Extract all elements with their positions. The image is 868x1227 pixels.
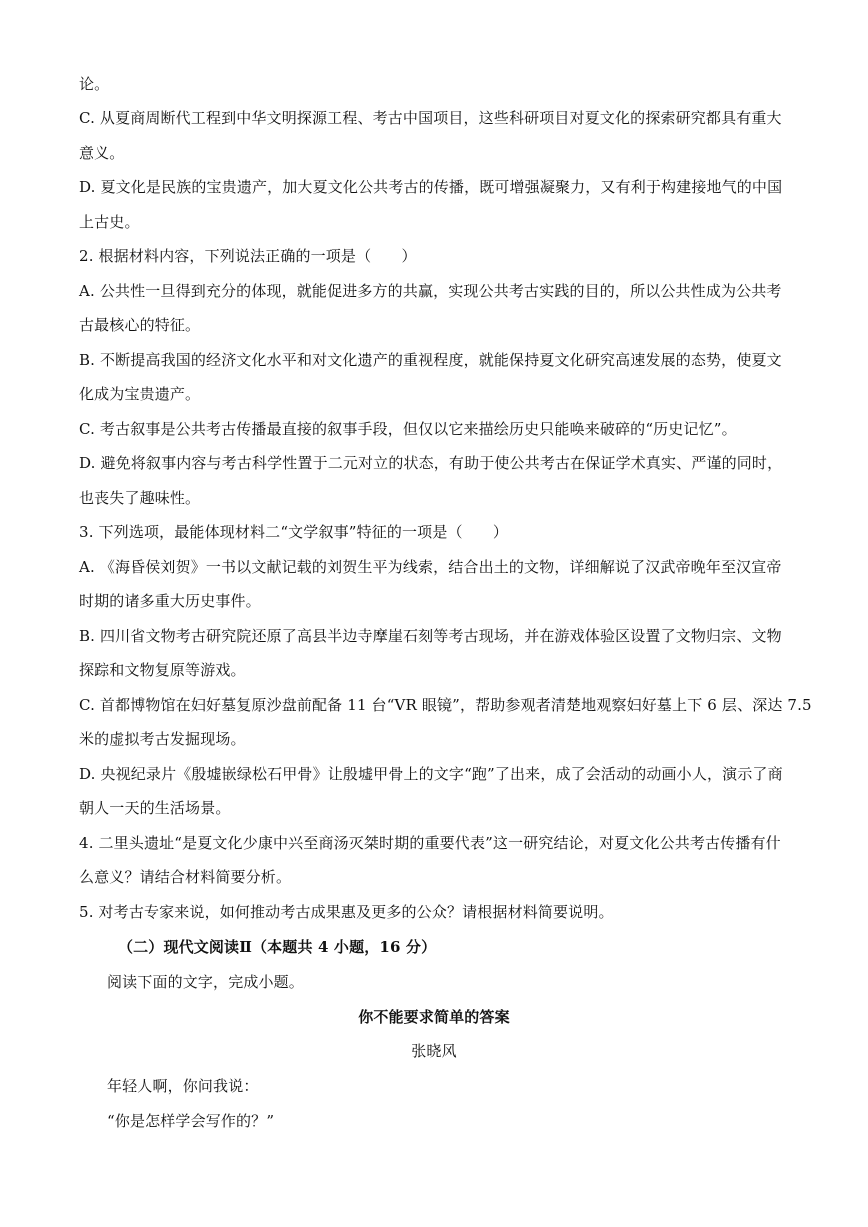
option-c-line-1: C. 从夏商周断代工程到中华文明探源工程、考古中国项目，这些科研项目对夏文化的探索研究都具有重大	[79, 109, 782, 127]
q2-option-a-line-1: A. 公共性一旦得到充分的体现，就能促进多方的共赢，实现公共考古实践的目的，所以公共性成为公共考	[79, 282, 782, 300]
article-paragraph: “你是怎样学会写作的？”	[107, 1112, 275, 1130]
q3-option-d-line-2: 朝人一天的生活场景。	[79, 799, 231, 817]
q3-option-b-line-1: B. 四川省文物考古研究院还原了高县半边寺摩崖石刻等考古现场，并在游戏体验区设置了文物归宗、文物	[79, 627, 782, 645]
article-title: 你不能要求简单的答案	[358, 1008, 510, 1026]
option-d-line-2: 上古史。	[79, 213, 140, 231]
q2-option-c: C. 考古叙事是公共考古传播最直接的叙事手段，但仅以它来描绘历史只能唤来破碎的“历史记忆”。	[79, 420, 737, 438]
q3-option-a-line-2: 时期的诸多重大历史事件。	[79, 592, 261, 610]
q2-option-b-line-1: B. 不断提高我国的经济文化水平和对文化遗产的重视程度，就能保持夏文化研究高速发展的态势，使夏文	[79, 351, 782, 369]
q2-option-d-line-2: 也丧失了趣味性。	[79, 489, 201, 507]
q3-option-b-line-2: 探踪和文物复原等游戏。	[79, 661, 246, 679]
question-2: 2. 根据材料内容，下列说法正确的一项是（ ）	[79, 247, 417, 265]
question-4-line-1: 4. 二里头遗址“是夏文化少康中兴至商汤灭桀时期的重要代表”这一研究结论，对夏文化公共考古传播有什	[79, 834, 781, 852]
q2-option-d-line-1: D. 避免将叙事内容与考古科学性置于二元对立的状态，有助于使公共考古在保证学术真实、严谨的同时，	[79, 454, 783, 472]
question-5: 5. 对考古专家来说，如何推动考古成果惠及更多的公众？请根据材料简要说明。	[79, 903, 614, 921]
option-c-line-2: 意义。	[79, 144, 125, 162]
question-4-line-2: 么意义？请结合材料简要分析。	[79, 868, 292, 886]
q3-option-c-line-1: C. 首都博物馆在妇好墓复原沙盘前配备 11 台“VR 眼镜”，帮助参观者清楚地观察妇好墓上下 6 层、深达 7.5	[79, 696, 812, 714]
article-author: 张晓风	[411, 1042, 457, 1060]
question-3: 3. 下列选项，最能体现材料二“文学叙事”特征的一项是（ ）	[79, 523, 509, 541]
q2-option-b-line-2: 化成为宝贵遗产。	[79, 385, 201, 403]
text-line: 论。	[79, 75, 110, 93]
article-paragraph: 年轻人啊，你问我说：	[107, 1077, 259, 1095]
q3-option-d-line-1: D. 央视纪录片《殷墟嵌绿松石甲骨》让殷墟甲骨上的文字“跑”了出来，成了会活动的动画小人，演示了商	[79, 765, 783, 783]
instruction: 阅读下面的文字，完成小题。	[107, 973, 304, 991]
option-d-line-1: D. 夏文化是民族的宝贵遗产，加大夏文化公共考古的传播，既可增强凝聚力，又有利于构建接地气的中国	[79, 178, 783, 196]
q2-option-a-line-2: 古最核心的特征。	[79, 316, 201, 334]
section-heading: （二）现代文阅读Ⅱ（本题共 4 小题，16 分）	[118, 938, 437, 956]
q3-option-c-line-2: 米的虚拟考古发掘现场。	[79, 730, 246, 748]
q3-option-a-line-1: A. 《海昏侯刘贺》一书以文献记载的刘贺生平为线索，结合出土的文物，详细解说了汉武帝晚年至汉宣帝	[79, 558, 782, 576]
